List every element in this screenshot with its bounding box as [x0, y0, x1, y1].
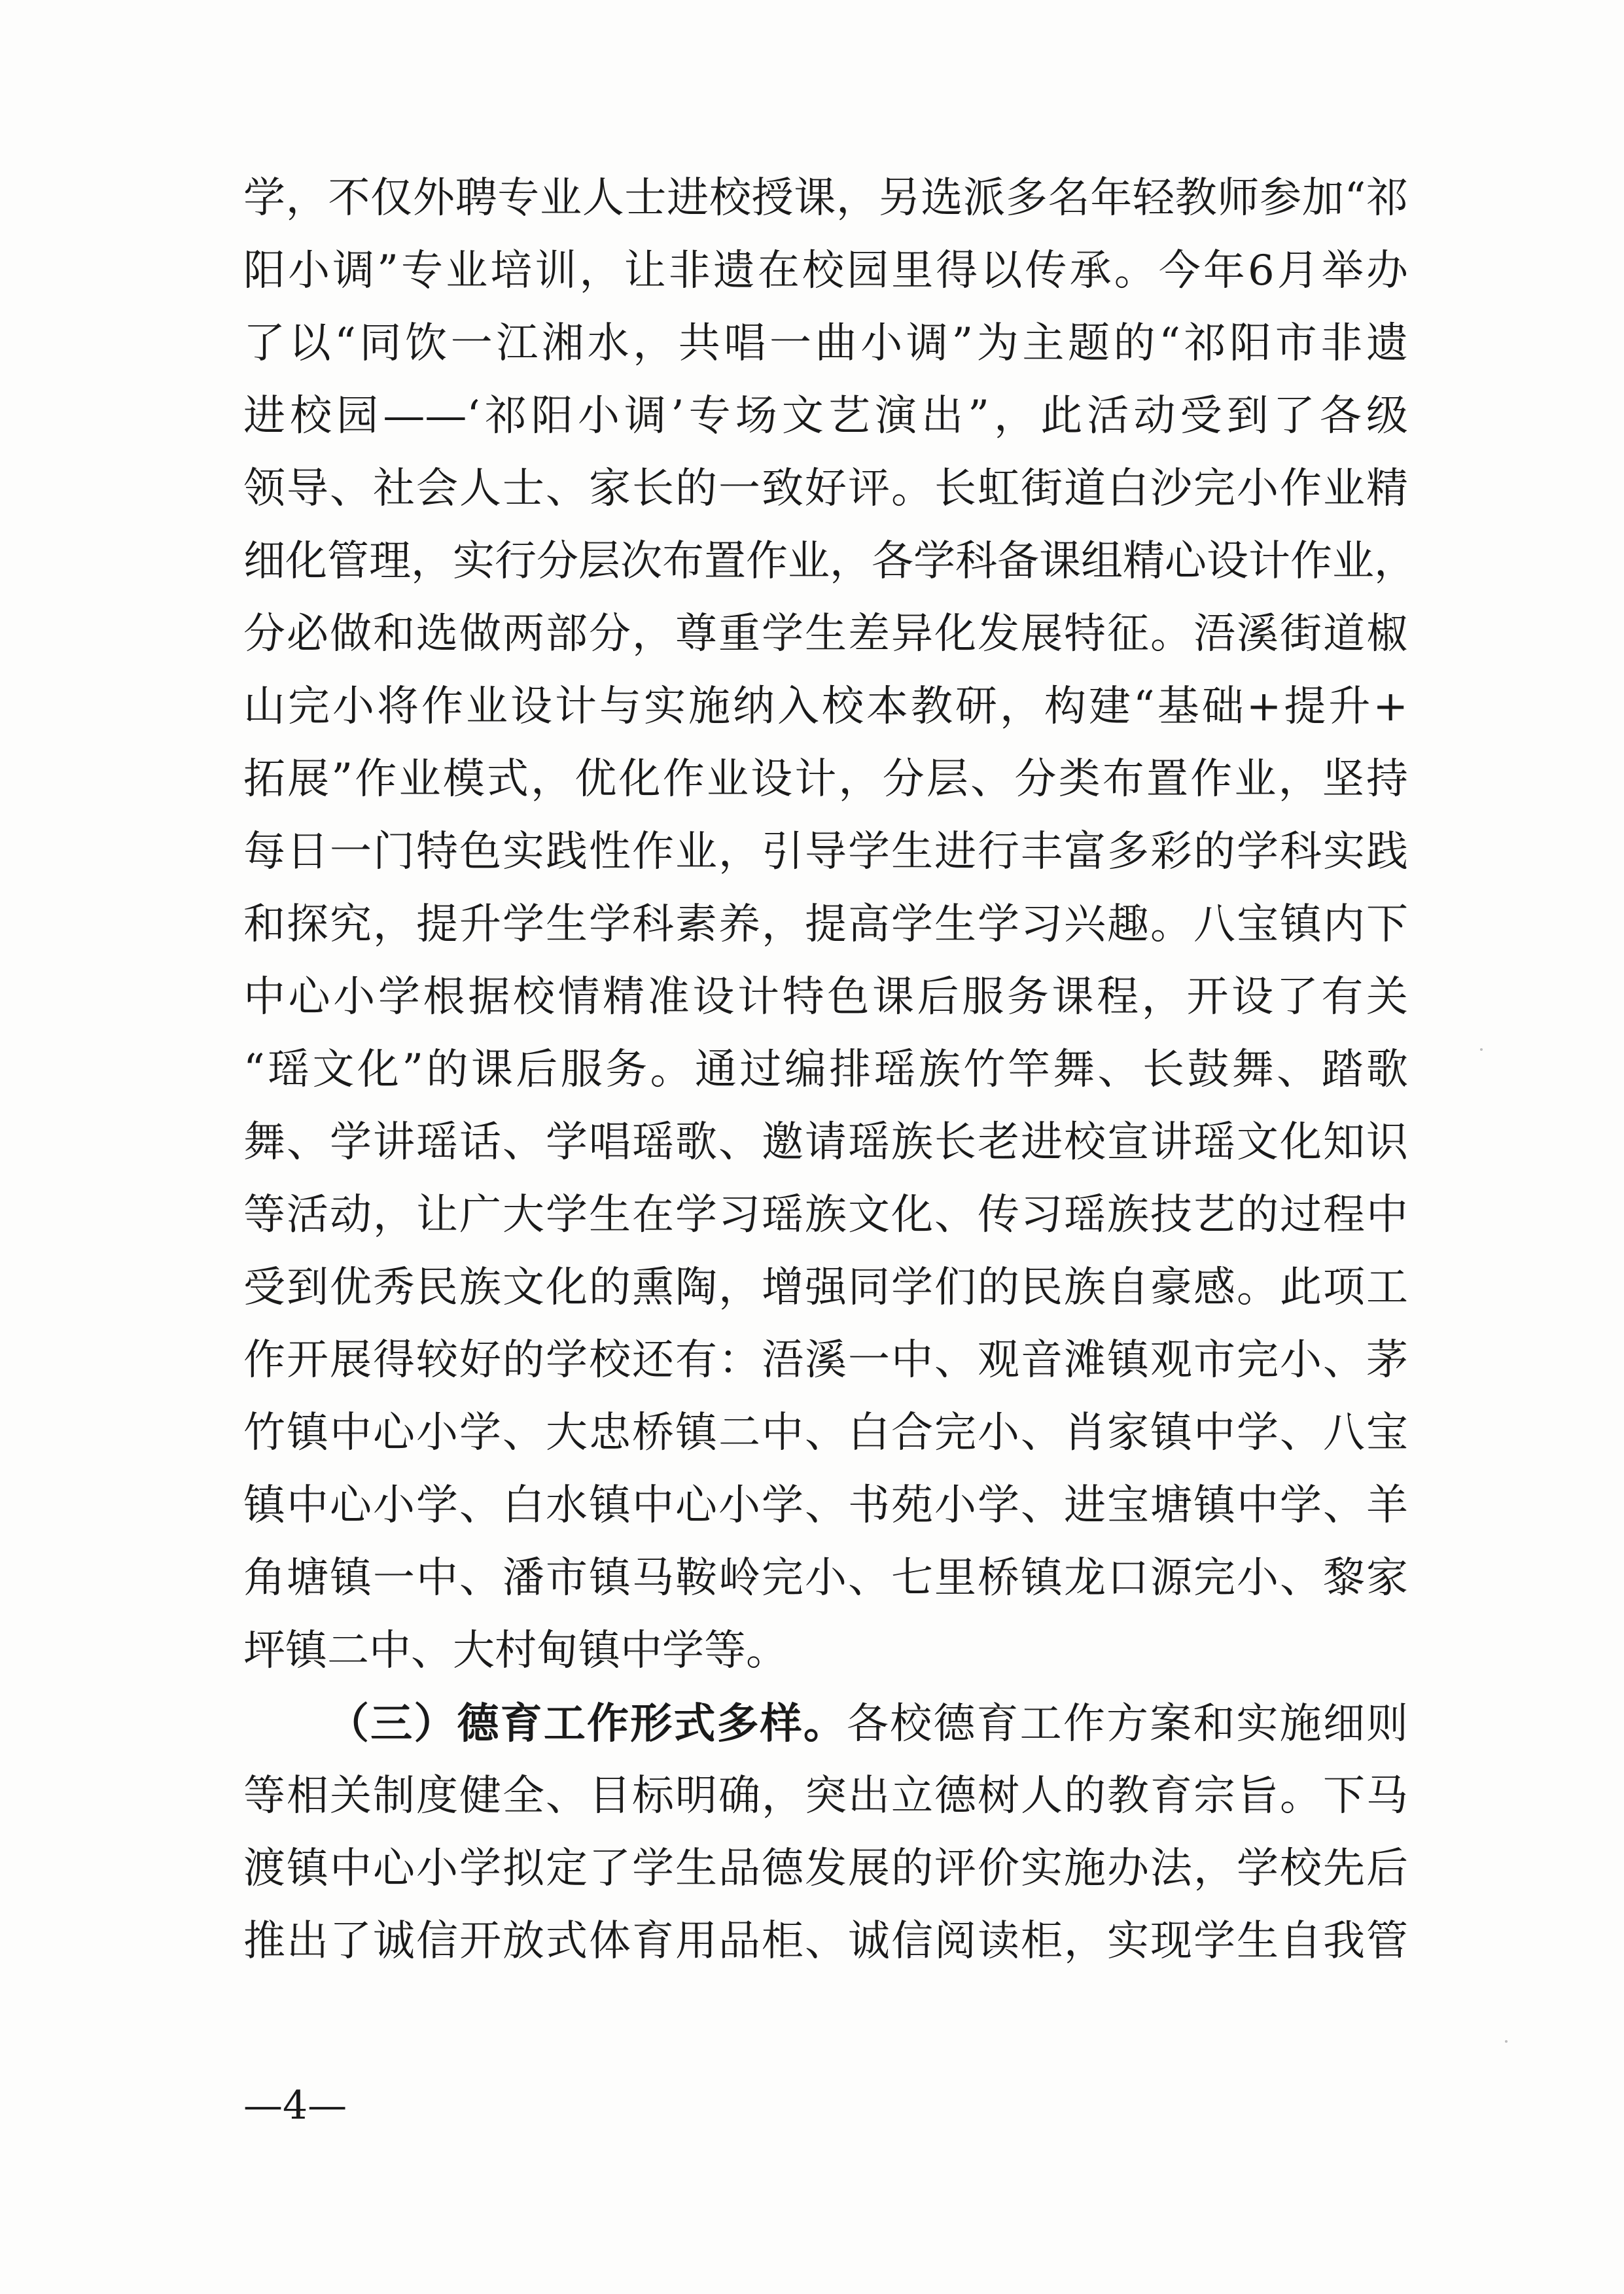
text-line: 舞、学讲瑶话、学唱瑶歌、邀请瑶族长老进校宣讲瑶文化知识 — [243, 1118, 1408, 1167]
text-line: 阳小调”专业培训，让非遗在校园里得以传承。今年6月举办 — [243, 247, 1408, 295]
text-line: 每日一门特色实践性作业，引导学生进行丰富多彩的学科实践 — [243, 828, 1408, 876]
text-line: 竹镇中心小学、大忠桥镇二中、白合完小、肖家镇中学、八宝 — [243, 1409, 1408, 1457]
text-line: 作开展得较好的学校还有：浯溪一中、观音滩镇观市完小、茅 — [243, 1336, 1408, 1385]
text-line: 推出了诚信开放式体育用品柜、诚信阅读柜，实现学生自我管 — [243, 1917, 1408, 1966]
text-line: 山完小将作业设计与实施纳入校本教研，构建“基础+提升+ — [243, 682, 1408, 731]
text-line: 和探究，提升学生学科素养，提高学生学习兴趣。八宝镇内下 — [243, 900, 1408, 949]
text-line: 渡镇中心小学拟定了学生品德发展的评价实施办法，学校先后 — [243, 1844, 1408, 1893]
text-line: 了以“同饮一江湘水，共唱一曲小调”为主题的“祁阳市非遗 — [243, 319, 1408, 368]
text-line: “瑶文化”的课后服务。通过编排瑶族竹竿舞、长鼓舞、踏歌 — [243, 1046, 1408, 1094]
scan-speck — [1480, 1048, 1483, 1051]
section-heading: （三）德育工作形式多样。 — [327, 1699, 847, 1748]
text-line: 进校园——‘祁阳小调’专场文艺演出”，此活动受到了各级 — [243, 392, 1408, 440]
text-line: 中心小学根据校情精准设计特色课后服务课程，开设了有关 — [243, 973, 1408, 1021]
scan-speck — [1505, 2040, 1508, 2043]
text-line: 领导、社会人士、家长的一致好评。长虹街道白沙完小作业精 — [243, 465, 1408, 513]
section-heading-line — [243, 1687, 1408, 1760]
text-line: 细化管理，实行分层次布置作业，各学科备课组精心设计作业， — [243, 537, 1416, 586]
text-line: 等相关制度健全、目标明确，突出立德树人的教育宗旨。下马 — [243, 1772, 1408, 1820]
text-line: 拓展”作业模式，优化作业设计，分层、分类布置作业，坚持 — [243, 755, 1408, 803]
text-line: 学，不仅外聘专业人士进校授课，另选派多名年轻教师参加“祁 — [243, 174, 1408, 222]
text-line: 角塘镇一中、潘市镇马鞍岭完小、七里桥镇龙口源完小、黎家 — [243, 1554, 1408, 1602]
text-line: 分必做和选做两部分，尊重学生差异化发展特征。浯溪街道椒 — [243, 610, 1408, 658]
text-line: 镇中心小学、白水镇中心小学、书苑小学、进宝塘镇中学、羊 — [243, 1481, 1408, 1530]
section-first-line-text: 各校德育工作方案和实施细则 — [847, 1700, 1408, 1748]
text-line: 受到优秀民族文化的熏陶，增强同学们的民族自豪感。此项工 — [243, 1263, 1408, 1312]
text-line: 等活动，让广大学生在学习瑶族文化、传习瑶族技艺的过程中 — [243, 1191, 1408, 1239]
page-number: —4— — [243, 2083, 347, 2128]
text-line: 坪镇二中、大村甸镇中学等。 — [243, 1627, 788, 1675]
body-text — [243, 162, 1416, 1978]
